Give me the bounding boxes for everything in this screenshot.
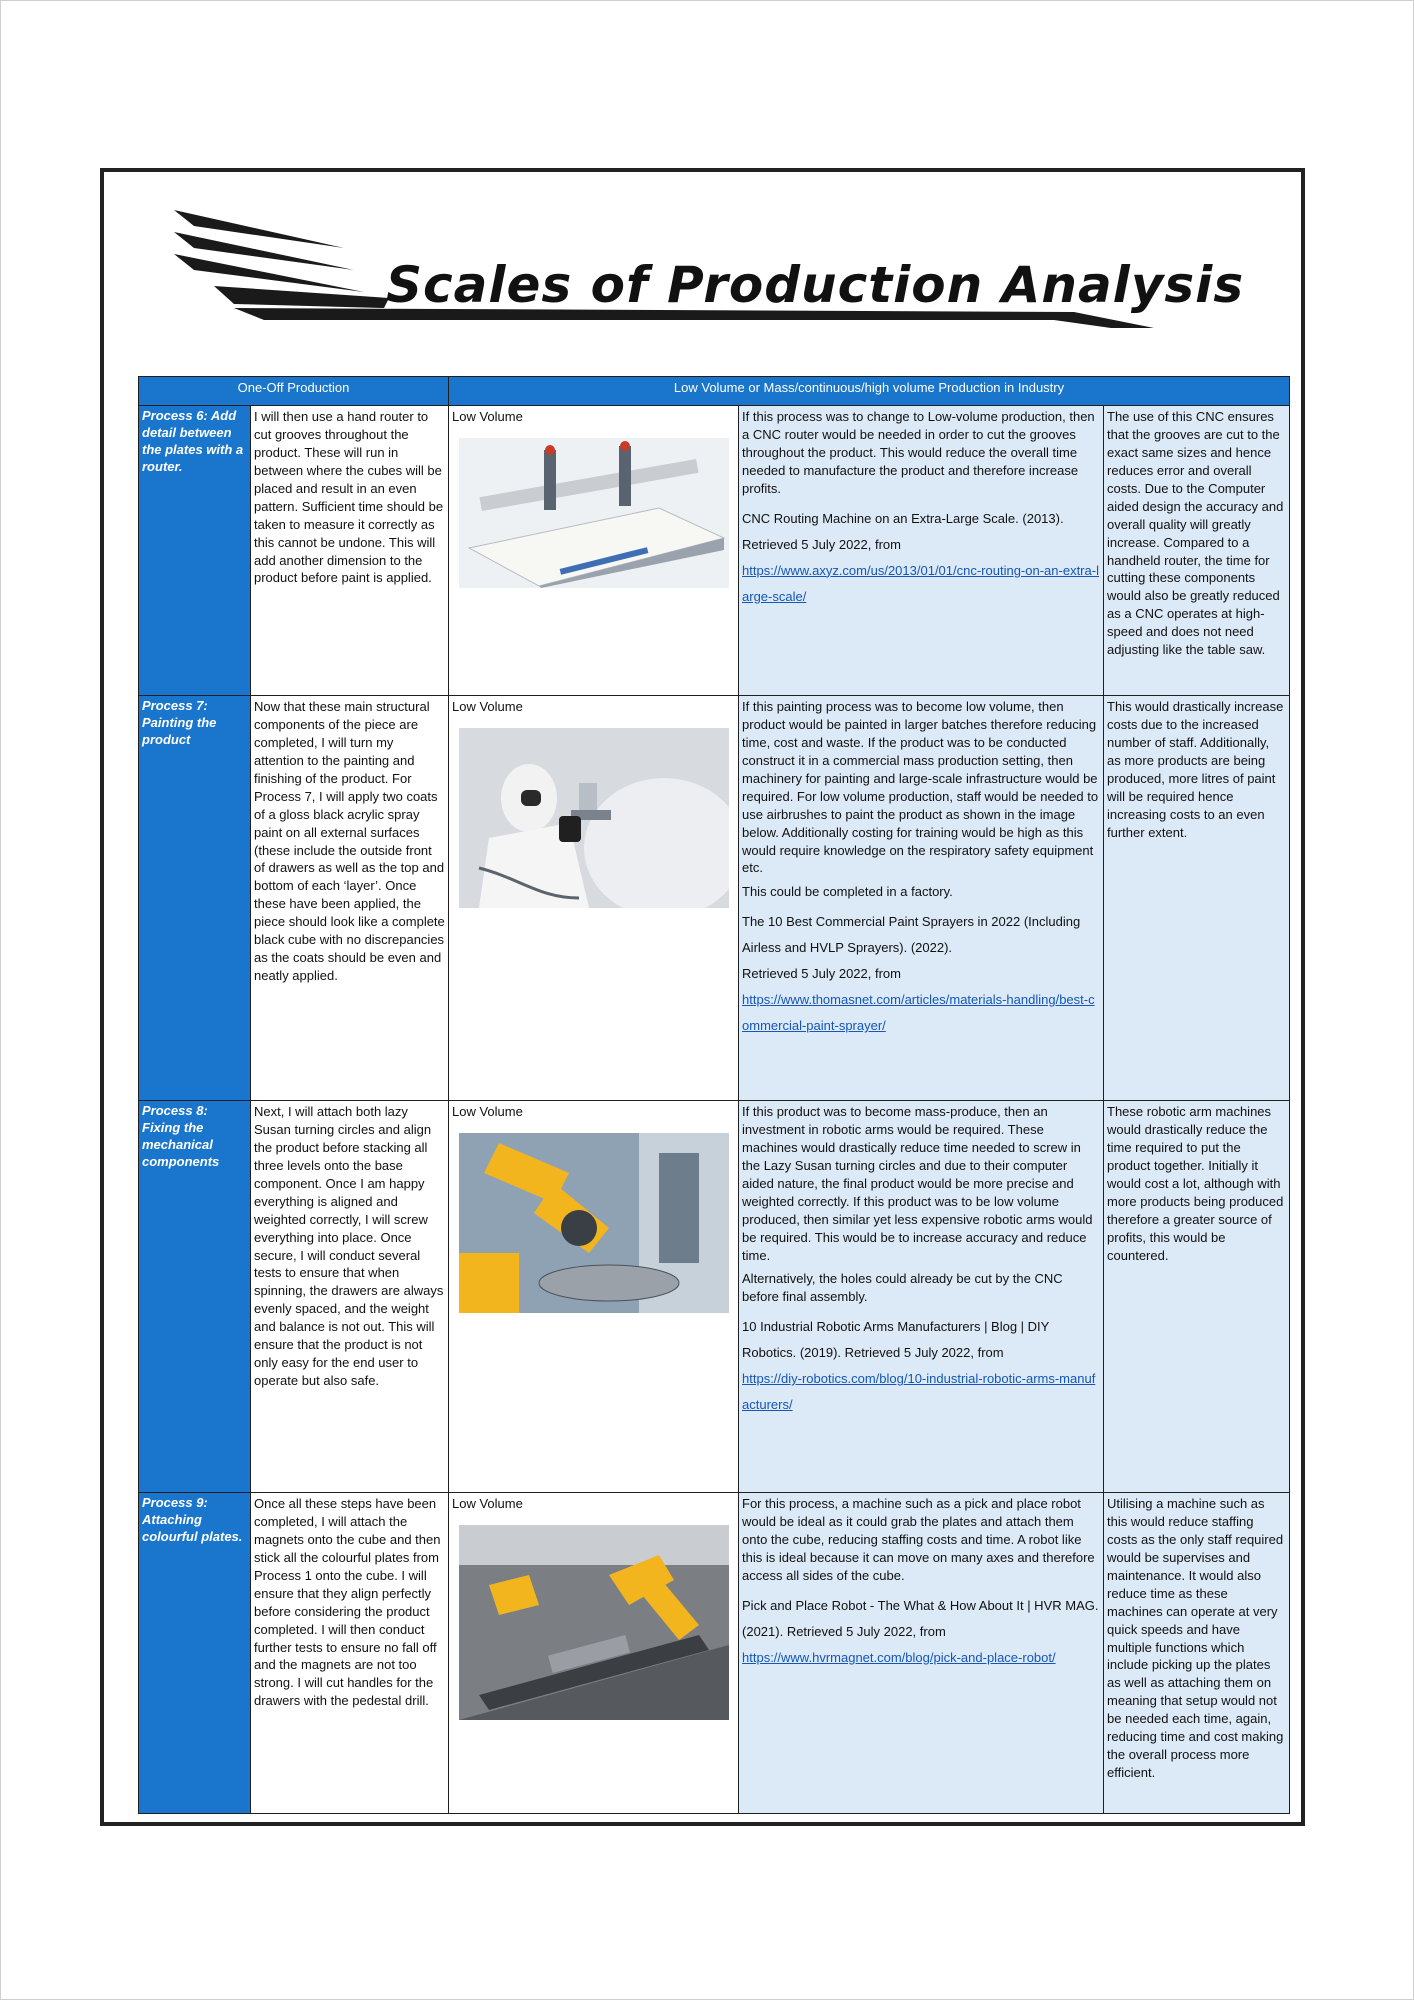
conclusion-cell: These robotic arm machines would drastically reduce the time required to put the product together. Initially it would cost a lot, although with more products being produced therefore a greater source of profits, this would be countered. bbox=[1104, 1101, 1290, 1493]
reference-link[interactable]: https://diy-robotics.com/blog/10-industrial-robotic-arms-manufacturers/ bbox=[742, 1371, 1096, 1413]
reference-block bbox=[742, 1593, 1100, 1671]
scale-label: Low Volume bbox=[452, 1104, 523, 1119]
conclusion-cell: Utilising a machine such as this would reduce staffing costs as the only staff required would be supervises and maintenance. It would also reduce time as these machines can operate at very quick speeds and have multiple functions which include picking up the plates as well as attaching them on meaning that setup would not be needed each time, again, reducing time and cost making the overall process more efficient. bbox=[1104, 1493, 1290, 1814]
scale-label: Low Volume bbox=[452, 1496, 523, 1511]
table-row bbox=[139, 406, 1290, 696]
reference-title: Pick and Place Robot - The What & How About It | HVR MAG. (2021). Retrieved 5 July 2022, from bbox=[742, 1597, 1099, 1639]
page-title: Scales of Production Analysis bbox=[386, 256, 1245, 314]
reference-title: 10 Industrial Robotic Arms Manufacturers | Blog | DIY Robotics. (2019). Retrieved 5 July 2022, from bbox=[742, 1319, 1050, 1361]
one-off-description: I will then use a hand router to cut grooves throughout the product. These will run in between where the cubes will be placed and result in an even pattern. Sufficient time should be taken to measure it correctly as this cannot be undone. This will add another dimension to the product before paint is applied. bbox=[251, 406, 449, 696]
header-industry: Low Volume or Mass/continuous/high volume Production in Industry bbox=[449, 377, 1290, 406]
low-volume-cell bbox=[449, 1493, 739, 1814]
analysis-paragraph: For this process, a machine such as a pick and place robot would be ideal as it could grab the plates and attach them onto the cube, reducing staffing costs and time. A robot like this is ideal because it can move on many axes and therefore access all sides of the cube. bbox=[742, 1496, 1095, 1583]
title-banner bbox=[174, 208, 1274, 328]
header-one-off: One-Off Production bbox=[139, 377, 449, 406]
conclusion-cell: The use of this CNC ensures that the grooves are cut to the exact same sizes and hence reduces error and overall costs. Due to the Computer aided design the accuracy and overall quality will greatly increase. Compared to a handheld router, the time for cutting these components would also be greatly reduced as a CNC operates at high-speed and does not need adjusting like the table saw. bbox=[1104, 406, 1290, 696]
reference-title: CNC Routing Machine on an Extra-Large Scale. (2013). bbox=[742, 510, 1064, 526]
scale-label: Low Volume bbox=[452, 699, 523, 714]
reference-link[interactable]: https://www.hvrmagnet.com/blog/pick-and-place-robot/ bbox=[742, 1649, 1056, 1665]
analysis-paragraph: This could be completed in a factory. bbox=[742, 884, 953, 900]
one-off-description: Next, I will attach both lazy Susan turning circles and align the product before stacking all three levels onto the base component. Once I am happy everything is aligned and weighted correctly, I will screw everything into place. Once secure, I will conduct several tests to ensure that when spinning, the drawers are always evenly spaced, and the weight and balance is not out. This will ensure that the product is not only easy for the end user to operate but also safe. bbox=[251, 1101, 449, 1493]
robotic-arm-image bbox=[459, 1133, 729, 1313]
analysis-cell bbox=[739, 1101, 1104, 1493]
table-header-row bbox=[139, 377, 1290, 406]
table-row bbox=[139, 696, 1290, 1101]
document-frame bbox=[100, 168, 1305, 1826]
reference-block bbox=[742, 909, 1100, 1039]
process-label: Process 6: Add detail between the plates with a router. bbox=[139, 406, 251, 696]
factory-robot-image bbox=[459, 1525, 729, 1720]
low-volume-cell bbox=[449, 406, 739, 696]
cnc-router-image bbox=[459, 438, 729, 588]
analysis-cell bbox=[739, 406, 1104, 696]
one-off-description: Now that these main structural components of the piece are completed, I will turn my attention to the painting and finishing of the product. For Process 7, I will apply two coats of a gloss black acrylic spray paint on all external surfaces (these include the outside front of drawers as well as the top and bottom of each ‘layer’. Once these have been applied, the piece should look like a complete black cube with no discrepancies as the coats should be even and neatly applied. bbox=[251, 696, 449, 1101]
table-row bbox=[139, 1101, 1290, 1493]
process-label: Process 8: Fixing the mechanical components bbox=[139, 1101, 251, 1493]
process-label: Process 7: Painting the product bbox=[139, 696, 251, 1101]
analysis-cell bbox=[739, 1493, 1104, 1814]
reference-retrieved: Retrieved 5 July 2022, from bbox=[742, 966, 901, 982]
process-label: Process 9: Attaching colourful plates. bbox=[139, 1493, 251, 1814]
reference-retrieved: Retrieved 5 July 2022, from bbox=[742, 536, 901, 552]
reference-link[interactable]: https://www.axyz.com/us/2013/01/01/cnc-routing-on-an-extra-large-scale/ bbox=[742, 562, 1099, 604]
analysis-table bbox=[138, 376, 1290, 1814]
low-volume-cell bbox=[449, 696, 739, 1101]
analysis-paragraph: If this painting process was to become low volume, then product would be painted in larger batches therefore reducing time, cost and waste. If the product was to be conducted construct it in a commercial mass production setting, then machinery for painting and large-scale infrastructure would be required. For low volume production, staff would be needed to use airbrushes to paint the product as shown in the image below. Additionally costing for training would be high as this would require knowledge on the respiratory safety equipment etc. bbox=[742, 699, 1099, 876]
low-volume-cell bbox=[449, 1101, 739, 1493]
spray-painter-image bbox=[459, 728, 729, 908]
analysis-paragraph: If this process was to change to Low-volume production, then a CNC router would be needed in order to cut the grooves throughout the product. This would reduce the overall time needed to manufacture the product and therefore increase profits. bbox=[742, 409, 1095, 496]
reference-block bbox=[742, 506, 1100, 610]
reference-link[interactable]: https://www.thomasnet.com/articles/materials-handling/best-commercial-paint-sprayer/ bbox=[742, 992, 1095, 1034]
analysis-paragraph: Alternatively, the holes could already be cut by the CNC before final assembly. bbox=[742, 1271, 1063, 1305]
scale-label: Low Volume bbox=[452, 409, 523, 424]
reference-title: The 10 Best Commercial Paint Sprayers in 2022 (Including Airless and HVLP Sprayers). (2022). bbox=[742, 914, 1081, 956]
conclusion-cell: This would drastically increase costs due to the increased number of staff. Additionally, as more products are being produced, more litres of paint will be required hence increasing costs to an even further extent. bbox=[1104, 696, 1290, 1101]
reference-block bbox=[742, 1314, 1100, 1418]
analysis-cell bbox=[739, 696, 1104, 1101]
table-row bbox=[139, 1493, 1290, 1814]
one-off-description: Once all these steps have been completed, I will attach the magnets onto the cube and then stick all the colourful plates from Process 1 onto the cube. I will ensure that they align perfectly before considering the product completed. I will then conduct further tests to ensure no fall off and the magnets are not too strong. I will cut handles for the drawers with the pedestal drill. bbox=[251, 1493, 449, 1814]
analysis-paragraph: If this product was to become mass-produce, then an investment in robotic arms would be required. These machines would drastically reduce time needed to screw in the Lazy Susan turning circles and due to their computer aided nature, the final product would be more precise and weighted correctly. If this product was to be low volume produced, then similar yet less expensive robotic arms would be required. This would be to increase accuracy and reduce time. bbox=[742, 1104, 1093, 1263]
